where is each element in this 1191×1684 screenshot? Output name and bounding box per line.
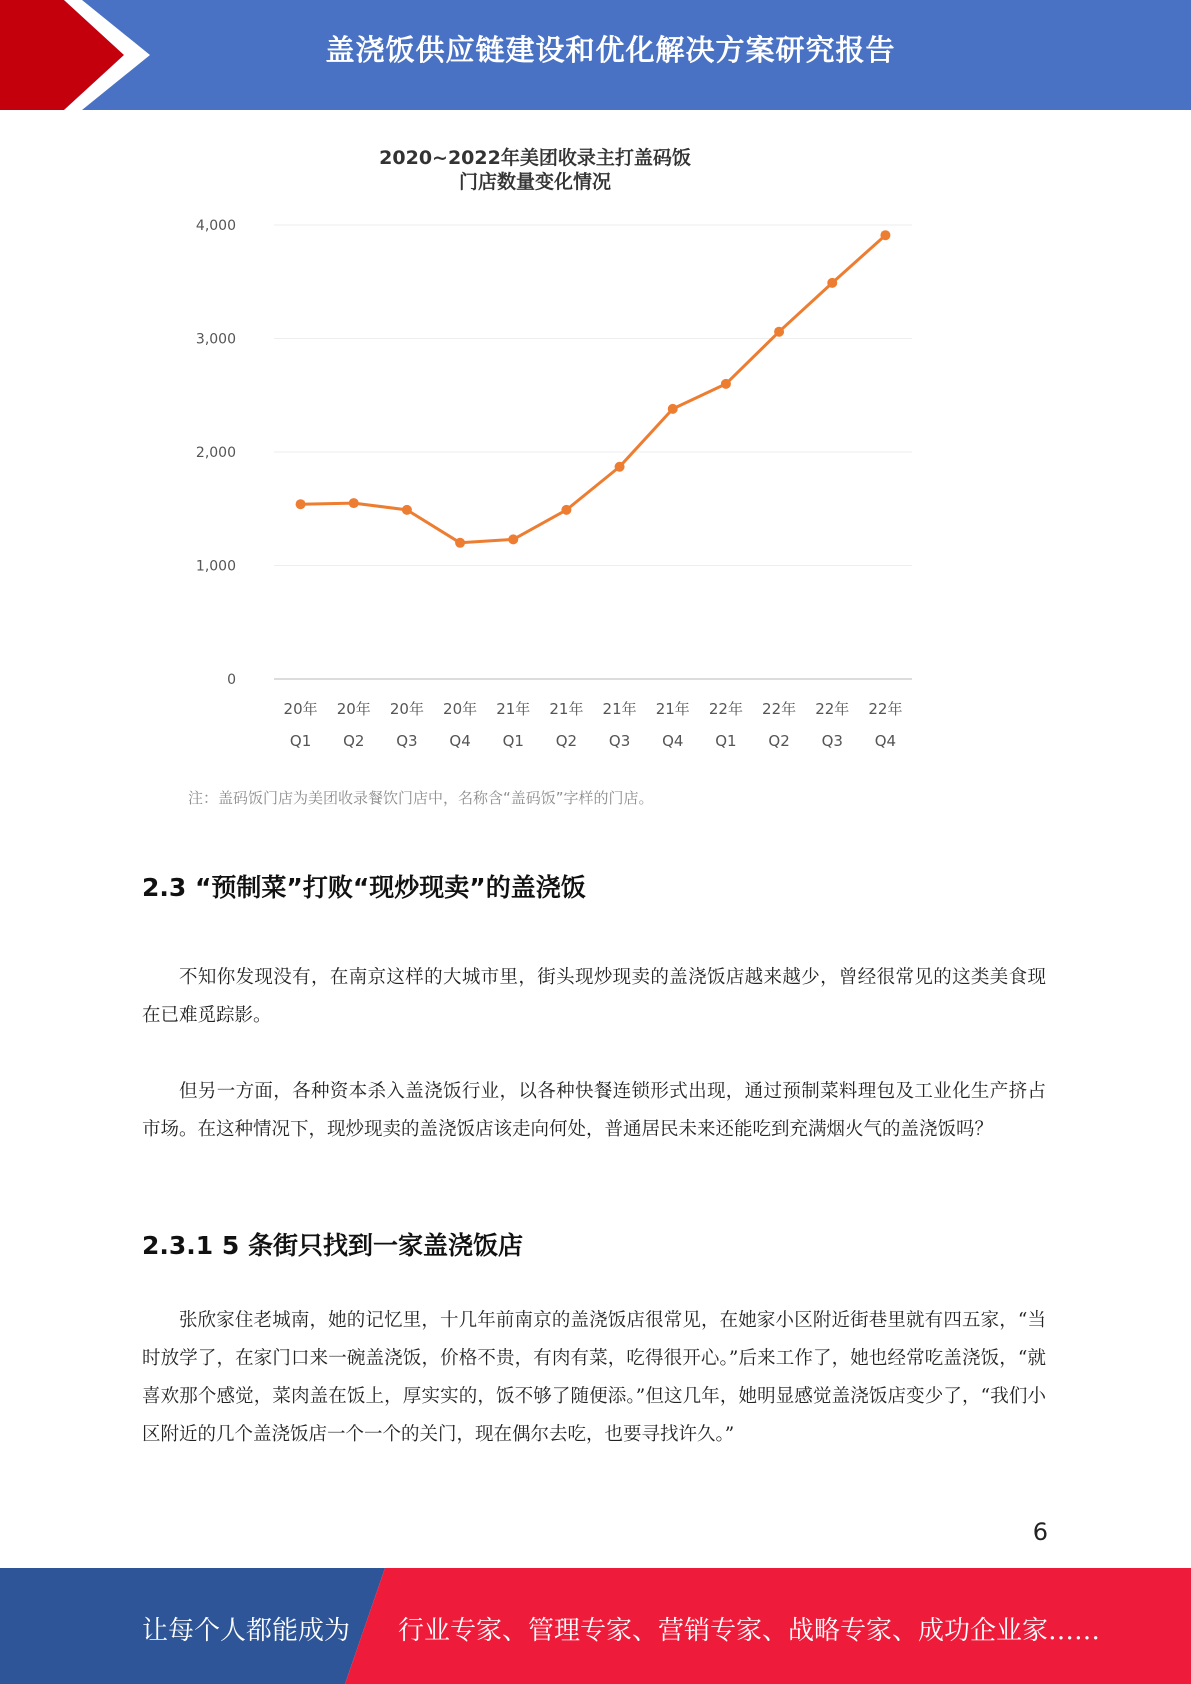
x-tick-label-quarter: Q2	[768, 732, 790, 750]
paragraph: 但另一方面，各种资本杀入盖浇饭行业，以各种快餐连锁形式出现，通过预制菜料理包及工业化生产挤占市场。在这种情况下，现炒现卖的盖浇饭店该走向何处，普通居民未来还能吃到充满烟火气的盖浇饭吗？	[142, 1081, 1046, 1140]
page-header	[0, 0, 1191, 110]
x-tick-label-year: 21年	[602, 700, 637, 718]
x-tick-label-quarter: Q4	[662, 732, 684, 750]
x-tick-label-year: 20年	[336, 700, 371, 718]
data-point	[349, 498, 359, 508]
x-tick-label-year: 21年	[549, 700, 584, 718]
x-tick-label-year: 21年	[655, 700, 690, 718]
x-tick-label-year: 22年	[868, 700, 903, 718]
x-tick-label-quarter: Q3	[608, 732, 631, 750]
chart-title-line1: 2020~2022年美团收录主打盖码饭	[379, 147, 691, 169]
x-tick-label-year: 22年	[762, 700, 797, 718]
section-heading-2-3-1: 2.3.1 5 条街只找到一家盖浇饭店	[142, 1231, 523, 1260]
y-tick-label: 0	[227, 672, 236, 688]
x-tick-label-quarter: Q2	[343, 732, 365, 750]
data-point	[508, 534, 518, 544]
series-line	[301, 235, 886, 543]
chart-canvas	[170, 132, 940, 772]
x-tick-label-year: 20年	[283, 700, 318, 718]
report-title: 盖浇饭供应链建设和优化解决方案研究报告	[325, 33, 896, 67]
x-tick-label-year: 22年	[708, 700, 743, 718]
paragraph: 张欣家住老城南，她的记忆里，十几年前南京的盖浇饭店很常见，在她家小区附近街巷里就有四五家，“当时放学了，在家门口来一碗盖浇饭，价格不贵，有肉有菜，吃得很开心。”后来工作了，她也经常吃盖浇饭，“就喜欢那个感觉，菜肉盖在饭上，厚实实的，饭不够了随便添。”但这几年，她明显感觉盖浇饭店变少了，“我们小区附近的几个盖浇饭店一个一个的关门，现在偶尔去吃，也要寻找许久。”	[142, 1310, 1046, 1445]
x-tick-label-year: 21年	[496, 700, 531, 718]
data-point	[827, 278, 837, 288]
x-tick-label-quarter: Q4	[449, 732, 471, 750]
x-tick-label-quarter: Q2	[555, 732, 578, 750]
data-point	[668, 404, 678, 414]
store-count-line-chart	[170, 132, 940, 772]
data-point	[561, 505, 571, 515]
x-tick-label-year: 22年	[815, 700, 850, 718]
data-point	[615, 462, 625, 472]
paragraph: 不知你发现没有，在南京这样的大城市里，街头现炒现卖的盖浇饭店越来越少，曾经很常见的这类美食现在已难觅踪影。	[142, 967, 1046, 1026]
data-point	[296, 499, 306, 509]
x-tick-label-quarter: Q1	[289, 732, 312, 750]
footer-slogan-left: 让每个人都能成为	[142, 1616, 351, 1646]
data-point	[402, 505, 412, 515]
x-tick-label-year: 20年	[443, 700, 478, 718]
x-tick-label-quarter: Q4	[874, 732, 897, 750]
data-point	[774, 327, 784, 337]
footer-slogan-right: 行业专家、管理专家、营销专家、战略专家、成功企业家……	[398, 1616, 1101, 1646]
chart-footnote: 注：盖码饭门店为美团收录餐饮门店中，名称含“盖码饭”字样的门店。	[188, 789, 654, 807]
section-heading-2-3: 2.3 “预制菜”打败“现炒现卖”的盖浇饭	[142, 873, 586, 902]
chart-title	[170, 146, 900, 194]
y-tick-label: 2,000	[195, 445, 236, 461]
data-point	[455, 538, 465, 548]
chart-title-line2: 门店数量变化情况	[458, 171, 611, 193]
y-tick-label: 4,000	[195, 218, 236, 234]
y-tick-label: 1,000	[195, 558, 236, 575]
x-tick-label-quarter: Q1	[715, 732, 737, 750]
x-tick-label-quarter: Q1	[502, 732, 524, 750]
x-tick-label-quarter: Q3	[821, 732, 843, 750]
data-point	[721, 379, 731, 389]
x-tick-label-year: 20年	[389, 700, 424, 718]
page-number: 6	[1032, 1518, 1048, 1546]
data-point	[880, 230, 890, 240]
y-tick-label: 3,000	[195, 331, 236, 348]
x-tick-label-quarter: Q3	[396, 732, 418, 750]
